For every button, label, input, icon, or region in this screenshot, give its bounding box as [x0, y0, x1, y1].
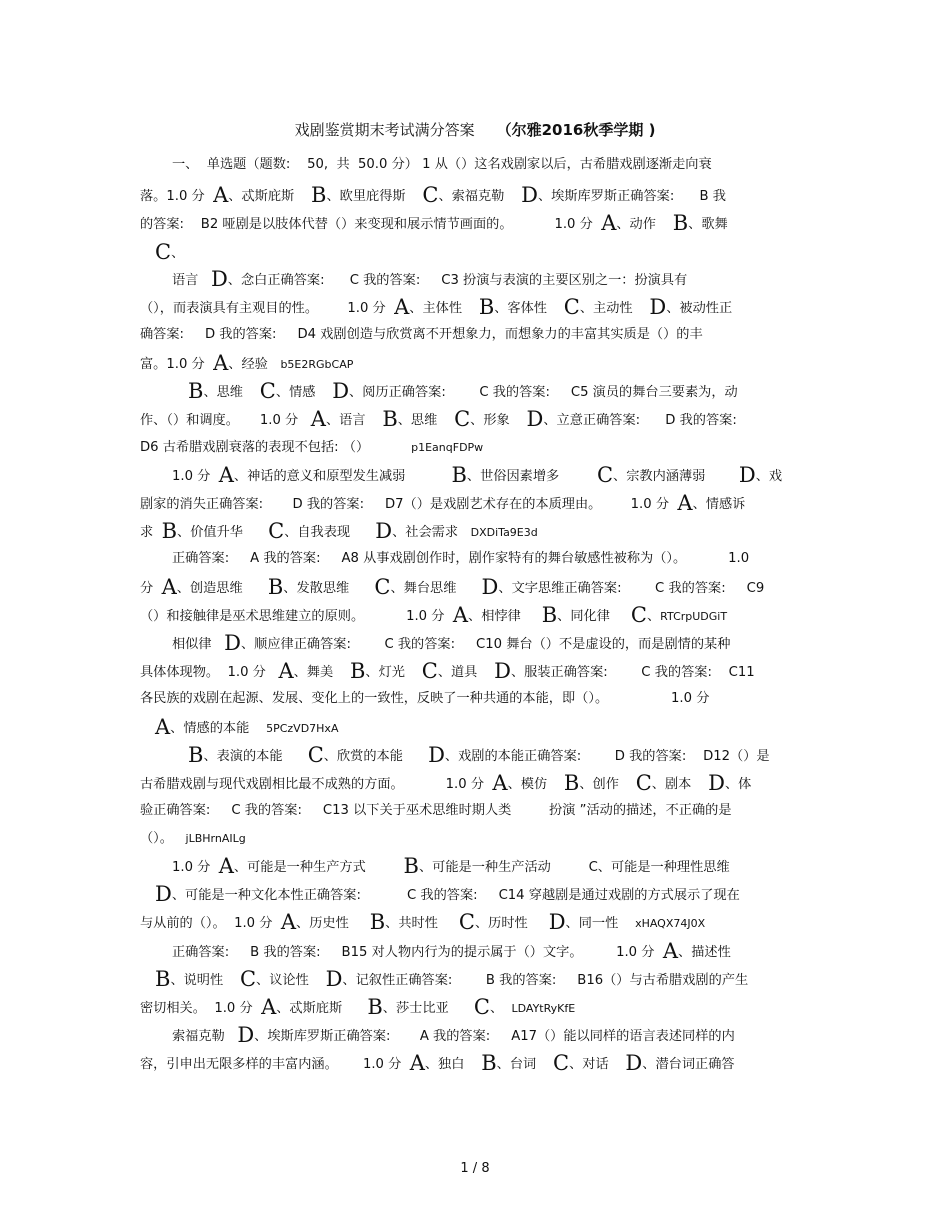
text-segment: 、舞台思维	[390, 581, 482, 596]
watermark-code: 5PCzVD7HxA	[266, 722, 339, 735]
text-line	[140, 438, 483, 458]
option-letter: C	[422, 183, 439, 207]
text-line	[140, 493, 745, 515]
text-segment: 、模仿	[507, 777, 564, 792]
text-segment: 、可能是一种生产方式	[233, 860, 404, 875]
text-segment: 、对话	[569, 1057, 626, 1072]
text-line	[155, 969, 748, 991]
text-line	[140, 213, 728, 235]
text-line	[140, 353, 353, 375]
watermark-code: b5E2RGbCAP	[280, 358, 354, 371]
option-letter: C	[259, 379, 276, 403]
text-line	[140, 409, 737, 431]
option-letter: B	[188, 743, 204, 767]
text-segment: 、忒斯庇斯	[276, 1001, 368, 1016]
text-segment: 、说明性	[170, 973, 240, 988]
text-segment: 、欣赏的本能	[323, 749, 429, 764]
text-segment: 、忒斯庇斯	[228, 189, 312, 204]
option-letter: D	[155, 882, 172, 906]
option-letter: C	[553, 1051, 570, 1075]
text-segment: 、念白正确答案: C 我的答案: C3 扮演与表演的主要区别之一：扮演具有	[227, 273, 688, 288]
option-letter: C	[458, 910, 475, 934]
option-letter: A	[213, 183, 229, 207]
text-segment: 、客体性	[494, 301, 564, 316]
text-segment: 一、 单选题（题数: 50, 共 50.0 分） 1 从（）这名戏剧家以后，古希腊戏剧逐渐走向衰	[172, 157, 712, 172]
option-letter: A	[394, 295, 410, 319]
text-line	[155, 717, 338, 739]
option-letter: A	[409, 1051, 425, 1075]
text-segment: 、情感的本能	[170, 721, 267, 736]
option-letter: D	[237, 1023, 255, 1047]
text-segment: 确答案: D 我的答案: D4 戏剧创造与欣赏离不开想象力，而想象力的丰富其实质是（）的丰	[140, 327, 703, 342]
text-line	[188, 745, 770, 767]
text-segment: 、主动性	[579, 301, 650, 316]
text-line	[172, 155, 712, 175]
text-segment: 、记叙性正确答案: B 我的答案: B16（）与古希腊戏剧的产生	[342, 973, 749, 988]
text-segment: 古希腊戏剧与现代戏剧相比最不成熟的方面。 1.0 分	[140, 777, 493, 792]
text-segment: 的答案: B2 哑剧是以肢体代替（）来变现和展示情节画面的。 1.0 分	[140, 217, 602, 232]
option-letter: D	[649, 295, 667, 319]
text-segment: 落。1.0 分	[140, 189, 214, 204]
text-line	[140, 1053, 735, 1075]
text-line	[140, 521, 538, 543]
text-segment: 、神话的意义和原型发生减弱	[233, 469, 452, 484]
option-letter: B	[478, 295, 495, 319]
option-letter: A	[155, 715, 171, 739]
text-line	[172, 1025, 735, 1047]
option-letter: B	[451, 463, 467, 487]
text-segment: 、思维	[397, 413, 455, 428]
text-segment: 相似律	[172, 637, 225, 652]
text-line	[172, 633, 730, 655]
text-segment: （）和接触律是巫术思维建立的原则。 1.0 分	[140, 609, 453, 624]
text-segment: 、创造思维	[176, 581, 268, 596]
text-line	[140, 185, 726, 207]
text-segment: 、发散思维	[283, 581, 375, 596]
text-segment: 、文字思维正确答案: C 我的答案: C9	[498, 581, 765, 596]
option-letter: D	[325, 967, 343, 991]
text-line	[172, 549, 749, 569]
option-letter: D	[625, 1051, 643, 1075]
option-letter: B	[349, 659, 366, 683]
text-segment: 、埃斯库罗斯正确答案: B 我	[538, 189, 726, 204]
text-segment: 、历时性	[474, 916, 549, 931]
text-line	[155, 884, 740, 906]
text-segment: 、表演的本能	[203, 749, 308, 764]
text-line	[140, 801, 732, 821]
option-letter: B	[672, 211, 689, 235]
watermark-code: DXDiTa9E3d	[470, 526, 538, 539]
option-letter: A	[261, 995, 277, 1019]
text-segment: 索福克勒	[172, 1029, 238, 1044]
option-letter: D	[375, 519, 393, 543]
text-segment: 具体体现物。 1.0 分	[140, 665, 279, 680]
text-segment: 、潜台词正确答	[642, 1057, 735, 1072]
text-segment: 、可能是一种生产活动 C、可能是一种理性思维	[418, 860, 730, 875]
text-segment: 、莎士比亚	[382, 1001, 474, 1016]
text-segment: 、独白	[424, 1057, 482, 1072]
text-segment: 、共时性	[385, 916, 459, 931]
option-letter: D	[548, 910, 566, 934]
text-segment: （）。	[140, 831, 186, 846]
option-letter: C	[421, 659, 438, 683]
option-letter: C	[563, 295, 580, 319]
option-letter: C	[454, 407, 471, 431]
text-segment: 、价值升华	[177, 525, 269, 540]
text-segment: 与从前的（）。 1.0 分	[140, 916, 281, 931]
text-segment: 、戏剧的本能正确答案: D 我的答案: D12（）是	[444, 749, 770, 764]
text-line	[172, 269, 687, 291]
text-line	[140, 912, 705, 934]
title-paren: （尔雅	[496, 121, 542, 139]
text-line	[155, 242, 184, 264]
text-line	[140, 297, 732, 319]
text-segment: 、主体性	[409, 301, 479, 316]
text-segment: 、	[489, 1001, 512, 1016]
option-letter: A	[601, 211, 617, 235]
option-letter: D	[224, 631, 241, 655]
text-line	[140, 325, 703, 345]
option-letter: B	[403, 854, 419, 878]
option-letter: B	[311, 183, 327, 207]
text-segment: 、剧本	[651, 777, 709, 792]
text-segment: 、同一性	[565, 916, 636, 931]
text-line	[140, 577, 764, 599]
text-segment: 、自我表现	[284, 525, 376, 540]
text-segment: 、经验	[228, 357, 281, 372]
text-segment: 、动作	[616, 217, 673, 232]
text-segment: 、议论性	[256, 973, 326, 988]
option-letter: A	[492, 771, 508, 795]
page-number: 1 / 8	[460, 1161, 490, 1176]
text-segment: 、歌舞	[688, 217, 728, 232]
option-letter: B	[161, 519, 178, 543]
text-segment: 、宗教内涵薄弱	[613, 469, 739, 484]
text-line	[140, 773, 751, 795]
option-letter: A	[452, 603, 469, 627]
option-letter: B	[155, 967, 171, 991]
text-segment: 、思维	[203, 385, 260, 400]
text-line	[140, 605, 727, 627]
option-letter: C	[630, 603, 647, 627]
text-segment: 、情感诉	[692, 497, 746, 512]
text-segment: 、舞美	[293, 665, 350, 680]
watermark-code: RTCrpUDGiT	[660, 610, 728, 623]
text-segment: 、服装正确答案: C 我的答案: C11	[511, 665, 755, 680]
option-letter: D	[481, 575, 499, 599]
text-segment: （），而表演具有主观目的性。 1.0 分	[140, 301, 395, 316]
option-letter: B	[382, 407, 398, 431]
option-letter: A	[218, 463, 234, 487]
text-segment: 、立意正确答案: D 我的答案:	[543, 413, 737, 428]
text-segment: 、埃斯库罗斯正确答案: A 我的答案: A17（）能以同样的语言表述同样的内	[254, 1029, 735, 1044]
text-segment: 、创作	[579, 777, 636, 792]
text-segment: 剧家的消失正确答案: D 我的答案: D7（）是戏剧艺术存在的本质理由。 1.0 分	[140, 497, 678, 512]
option-letter: D	[210, 267, 228, 291]
text-segment: 、相悖律	[468, 609, 542, 624]
text-segment: 、描述性	[678, 945, 731, 960]
option-letter: D	[494, 659, 511, 683]
option-letter: C	[155, 240, 172, 264]
text-line	[172, 941, 731, 963]
text-segment: 、阅历正确答案: C 我的答案: C5 演员的舞台三要素为，动	[349, 385, 738, 400]
text-segment: 、索福克勒	[438, 189, 522, 204]
option-letter: B	[541, 603, 558, 627]
option-letter: B	[481, 1051, 497, 1075]
text-segment: 作、（）和调度。 1.0 分	[140, 413, 311, 428]
text-segment: 、戏	[755, 469, 783, 484]
watermark-code: p1EanqFDPw	[411, 441, 484, 454]
option-letter: B	[267, 575, 284, 599]
text-segment: 、同化律	[557, 609, 631, 624]
text-segment: D6 古希腊戏剧衰落的表现不包括: （）	[140, 440, 412, 455]
text-segment: 各民族的戏剧在起源、发展、变化上的一致性，反映了一种共通的本能，即（）。 1.0 分	[140, 691, 710, 706]
document-title	[0, 119, 950, 141]
text-segment: 验正确答案: C 我的答案: C13 以下关于巫术思维时期人类 扮演 ”活动的描述，不正确的是	[140, 803, 732, 818]
text-segment: 、体	[724, 777, 752, 792]
text-segment: 、	[646, 609, 661, 624]
text-line	[140, 997, 575, 1019]
option-letter: C	[307, 743, 324, 767]
text-segment: 、台词	[496, 1057, 553, 1072]
text-segment: 、被动性正	[666, 301, 733, 316]
text-segment: 、情感	[275, 385, 333, 400]
title-main: 戏剧鉴赏期末考试满分答案	[294, 121, 475, 139]
text-line	[172, 856, 730, 878]
option-letter: D	[738, 463, 756, 487]
text-segment: 、社会需求	[392, 525, 471, 540]
option-letter: B	[369, 910, 386, 934]
option-letter: C	[473, 995, 490, 1019]
text-segment: 1.0 分	[172, 860, 219, 875]
option-letter: D	[428, 743, 445, 767]
option-letter: D	[521, 183, 538, 207]
option-letter: A	[280, 910, 297, 934]
text-segment: 、道具	[437, 665, 495, 680]
watermark-code: jLBHrnAILg	[185, 832, 246, 845]
option-letter: C	[268, 519, 285, 543]
text-segment: 正确答案: B 我的答案: B15 对人物内行为的提示属于（）文字。 1.0 分	[172, 945, 663, 960]
option-letter: B	[188, 379, 204, 403]
option-letter: A	[278, 659, 294, 683]
option-letter: C	[596, 463, 614, 487]
option-letter: A	[662, 939, 679, 963]
title-term: 秋季学期 )	[583, 121, 656, 139]
text-segment: 1.0 分	[172, 469, 219, 484]
text-segment: 富。1.0 分	[140, 357, 214, 372]
text-segment: 求	[140, 525, 162, 540]
option-letter: D	[526, 407, 544, 431]
text-line	[188, 381, 738, 403]
text-segment: 、顺应律正确答案: C 我的答案: C10 舞台（）不是虚设的，而是剧情的某种	[240, 637, 731, 652]
text-line	[140, 689, 709, 709]
text-line	[140, 661, 755, 683]
text-line	[172, 465, 782, 487]
text-segment: 、灯光	[365, 665, 422, 680]
option-letter: A	[161, 575, 177, 599]
text-segment: 、形象	[470, 413, 527, 428]
option-letter: D	[332, 379, 350, 403]
text-segment: 语言	[172, 273, 211, 288]
option-letter: A	[677, 491, 693, 515]
watermark-code: LDAYtRyKfE	[511, 1002, 576, 1015]
text-segment: 分	[140, 581, 162, 596]
watermark-code: xHAQX74J0X	[635, 917, 706, 930]
option-letter: D	[708, 771, 725, 795]
option-letter: A	[218, 854, 234, 878]
option-letter: B	[367, 995, 383, 1019]
text-line	[140, 829, 246, 849]
option-letter: B	[563, 771, 580, 795]
option-letter: C	[239, 967, 257, 991]
title-year: 2016	[541, 121, 584, 139]
text-segment: 正确答案: A 我的答案: A8 从事戏剧创作时，剧作家特有的舞台敏感性被称为（）。 1.0	[172, 551, 750, 566]
text-segment: 、语言	[325, 413, 383, 428]
text-segment: 、	[171, 246, 185, 261]
option-letter: A	[310, 407, 326, 431]
option-letter: C	[374, 575, 391, 599]
text-segment: 、历史性	[296, 916, 370, 931]
option-letter: C	[635, 771, 652, 795]
option-letter: A	[213, 351, 229, 375]
text-segment: 、可能是一种文化本性正确答案: C 我的答案: C14 穿越剧是通过戏剧的方式展示了现在	[171, 888, 740, 903]
text-segment: 密切相关。 1.0 分	[140, 1001, 262, 1016]
text-segment: 、世俗因素增多	[466, 469, 597, 484]
text-segment: 、欧里庇得斯	[326, 189, 423, 204]
text-segment: 容，引申出无限多样的丰富内涵。 1.0 分	[140, 1057, 410, 1072]
